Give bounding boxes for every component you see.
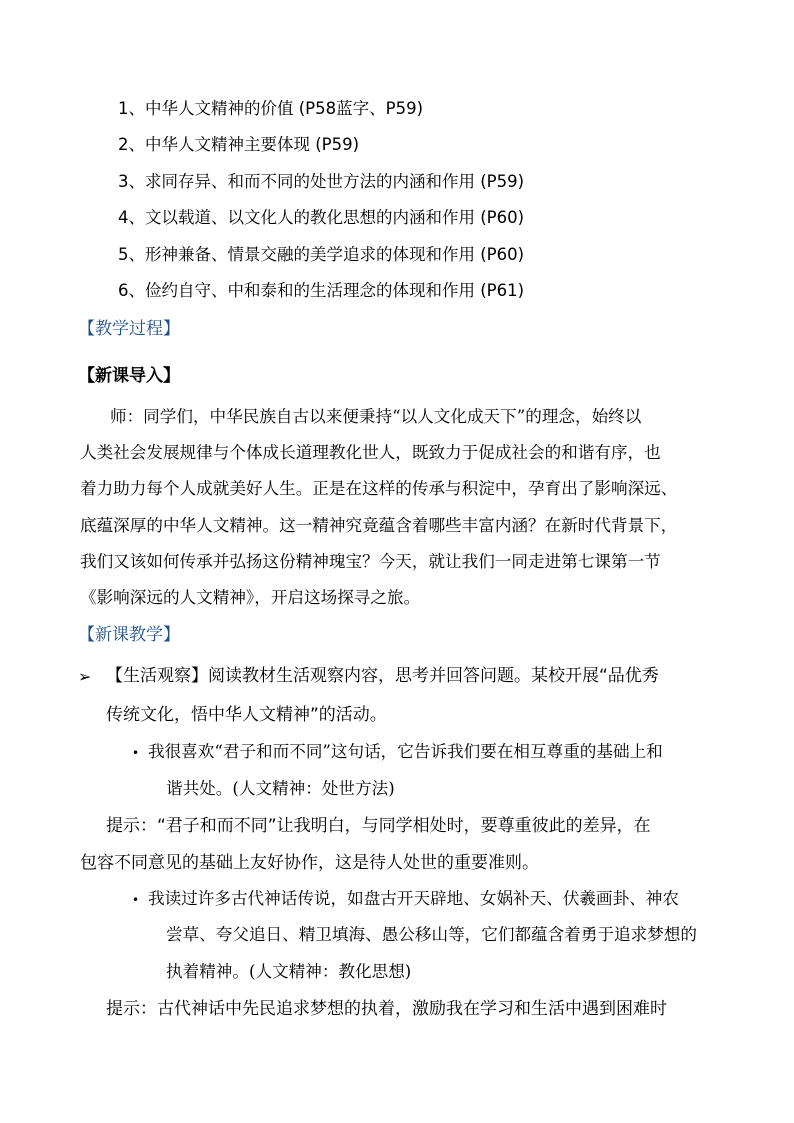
- new-lesson-heading: 【新课教学】: [78, 625, 180, 645]
- item-2-line-2: 尝草、夸父追日、精卫填海、愚公移山等，它们都蕴含着勇于追求梦想的: [166, 925, 697, 944]
- observation-line-2: 传统文化，悟中华人文精神”的活动。: [106, 705, 387, 725]
- observation-line-1: 【生活观察】阅读教材生活观察内容，思考并回答问题。某校开展“品优秀: [106, 666, 659, 686]
- hint-1-line-2: 包容不同意见的基础上友好协作，这是待人处世的重要准则。: [80, 853, 539, 873]
- hint-2-line-1: 提示：古代神话中先民追求梦想的执着，激励我在学习和生活中遇到困难时: [106, 999, 667, 1019]
- intro-heading: 【新课导入】: [78, 366, 180, 386]
- item-2-line-1: 我读过许多古代神话传说，如盘古开天辟地、女娲补天、伏羲画卦、神农: [148, 889, 679, 908]
- intro-line-3: 着力助力每个人成就美好人生。正是在这样的传承与积淀中，孕育出了影响深远、: [80, 479, 678, 498]
- bullet-icon: •: [132, 893, 140, 907]
- objective-3: 3、求同存异、和而不同的处世方法的内涵和作用 (P59): [118, 172, 525, 191]
- bullet-icon: •: [132, 746, 140, 760]
- objective-2: 2、中华人文精神主要体现 (P59): [118, 135, 360, 154]
- intro-line-2: 人类社会发展规律与个体成长道理教化世人，既致力于促成社会的和谐有序，也: [80, 443, 661, 462]
- intro-line-6: 《影响深远的人文精神》，开启这场探寻之旅。: [80, 588, 421, 607]
- objective-6: 6、俭约自守、中和泰和的生活理念的体现和作用 (P61): [118, 281, 525, 300]
- intro-line-4: 底蕴深厚的中华人文精神。这一精神究竟蕴含着哪些丰富内涵？在新时代背景下，: [80, 516, 678, 535]
- item-1-line-2: 谐共处。(人文精神：处世方法): [166, 779, 395, 798]
- objective-5: 5、形神兼备、情景交融的美学追求的体现和作用 (P60): [118, 245, 525, 264]
- objective-4: 4、文以载道、以文化人的教化思想的内涵和作用 (P60): [118, 208, 525, 227]
- teaching-process-heading: 【教学过程】: [78, 319, 180, 339]
- item-1-line-1: 我很喜欢“君子和而不同”这句话，它告诉我们要在相互尊重的基础上和: [148, 742, 663, 761]
- objective-1: 1、中华人文精神的价值 (P58蓝字、P59): [118, 99, 424, 118]
- item-2-line-3: 执着精神。(人文精神：教化思想): [166, 962, 412, 981]
- intro-line-1: 师：同学们，中华民族自古以来便秉持“以人文化成天下”的理念，始终以: [110, 407, 642, 426]
- intro-line-5: 我们又该如何传承并弘扬这份精神瑰宝？今天，就让我们一同走进第七课第一节: [80, 552, 661, 571]
- hint-1-line-1: 提示：“君子和而不同”让我明白，与同学相处时，要尊重彼此的差异，在: [106, 816, 651, 836]
- arrow-bullet-icon: ➢: [78, 667, 92, 686]
